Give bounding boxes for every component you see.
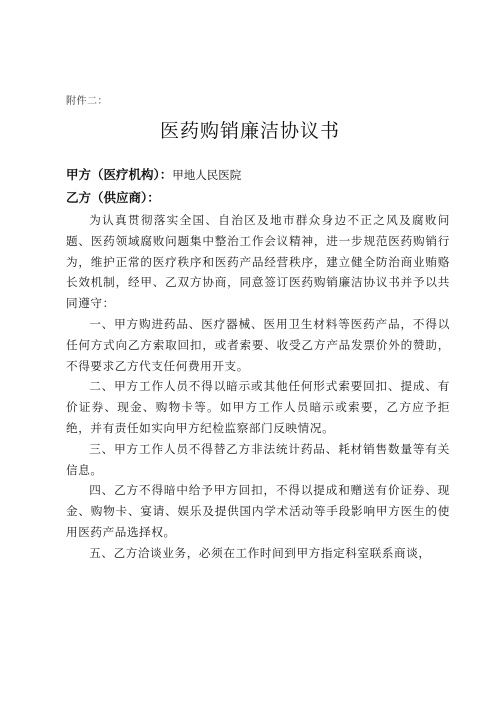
party-a-value: 甲地人民医院 — [172, 168, 242, 182]
clause-3-paragraph: 三、甲方工作人员不得替乙方非法统计药品、耗材销售数量等有关信息。 — [66, 441, 450, 477]
attachment-label: 附件二： — [66, 96, 108, 107]
clause-2-paragraph: 二、甲方工作人员不得以暗示或其他任何形式索要回扣、提成、有价证券、现金、购物卡等。如甲方工作人员暗示或索要，乙方应予拒绝，并有责任如实向甲方纪检监察部门反映情况。 — [66, 379, 450, 435]
clause-1-paragraph: 一、甲方购进药品、医疗器械、医用卫生材料等医药产品，不得以任何方式向乙方索取回扣，或者索要、收受乙方产品发票价外的赞助，不得要求乙方代支任何费用开支。 — [66, 316, 450, 373]
clause-5-paragraph: 五、乙方洽谈业务，必须在工作时间到甲方指定科室联系商谈， — [89, 545, 431, 560]
party-a-label: 甲方（医疗机构）： — [66, 167, 173, 182]
party-a-line — [66, 165, 241, 183]
clause-4-paragraph: 四、乙方不得暗中给予甲方回扣，不得以提成和赠送有价证券、现金、购物卡、宴请、娱乐及提供国内学术活动等手段影响甲方医生的使用医药产品选择权。 — [66, 483, 450, 539]
party-b-line — [66, 188, 160, 206]
agreement-body — [66, 210, 450, 564]
party-b-label: 乙方（供应商）： — [66, 190, 160, 205]
preamble-paragraph: 为认真贯彻落实全国、自治区及地市群众身边不正之风及腐败问题、医药领域腐败问题集中整治工作会议精神，进一步规范医药购销行为，维护正常的医疗秩序和医药产品经营秩序，建立健全防治商业贿赂长效机制，经甲、乙双方协商，同意签订医药购销廉洁协议书并予以共同遵守： — [66, 213, 450, 311]
document-title: 医药购销廉洁协议书 — [159, 120, 340, 142]
